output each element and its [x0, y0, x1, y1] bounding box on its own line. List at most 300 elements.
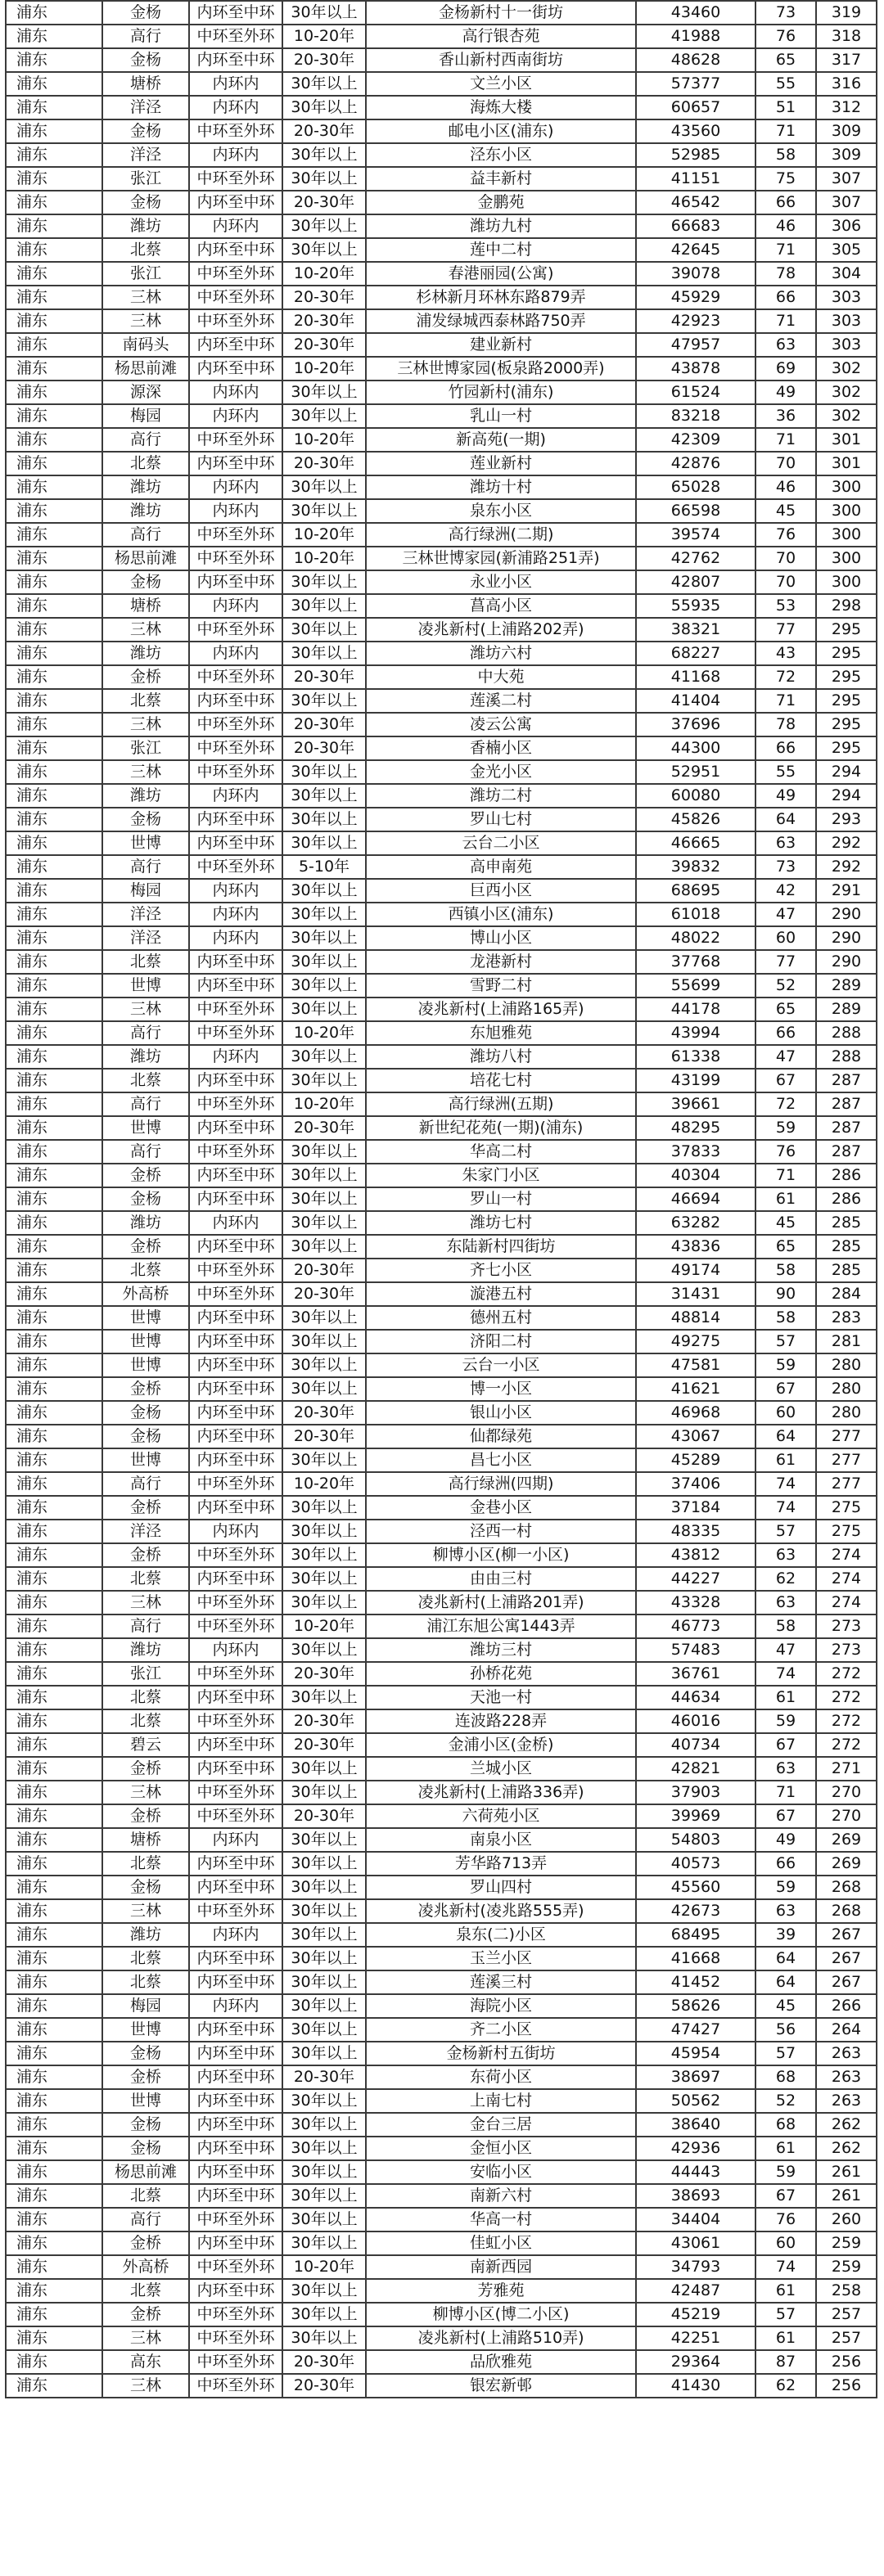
community-cell: 金巷小区 — [366, 1496, 636, 1520]
age-cell: 30年以上 — [282, 143, 366, 167]
table-row — [6, 1187, 877, 1211]
community-cell: 菖高小区 — [366, 594, 636, 618]
ring-cell: 内环至中环 — [189, 1496, 282, 1520]
age-cell: 10-20年 — [282, 1615, 366, 1638]
district-cell: 浦东 — [6, 1591, 102, 1615]
district-cell: 浦东 — [6, 2303, 102, 2326]
price-cell: 31431 — [636, 1282, 755, 1306]
area-cell: 三林 — [102, 760, 189, 784]
value-cell: 272 — [816, 1662, 877, 1686]
area-cell: 金杨 — [102, 1, 189, 25]
price-cell: 44227 — [636, 1567, 755, 1591]
district-cell: 浦东 — [6, 2184, 102, 2208]
ring-cell: 内环至中环 — [189, 333, 282, 357]
age-cell: 30年以上 — [282, 1140, 366, 1164]
value-cell: 316 — [816, 72, 877, 96]
value-cell: 288 — [816, 1045, 877, 1069]
value-cell: 300 — [816, 570, 877, 594]
area-cell: 世博 — [102, 1116, 189, 1140]
district-cell: 浦东 — [6, 1377, 102, 1401]
ratio-cell: 66 — [755, 1852, 816, 1876]
age-cell: 10-20年 — [282, 262, 366, 286]
value-cell: 273 — [816, 1615, 877, 1638]
ratio-cell: 49 — [755, 784, 816, 808]
area-cell: 张江 — [102, 1662, 189, 1686]
value-cell: 289 — [816, 998, 877, 1021]
ring-cell: 内环至中环 — [189, 48, 282, 72]
area-cell: 北蔡 — [102, 452, 189, 475]
ring-cell: 内环至中环 — [189, 950, 282, 974]
district-cell: 浦东 — [6, 428, 102, 452]
price-cell: 37833 — [636, 1140, 755, 1164]
price-cell: 40304 — [636, 1164, 755, 1187]
area-cell: 潍坊 — [102, 1638, 189, 1662]
area-cell: 北蔡 — [102, 1567, 189, 1591]
age-cell: 20-30年 — [282, 2350, 366, 2374]
price-cell: 44300 — [636, 736, 755, 760]
area-cell: 高行 — [102, 1092, 189, 1116]
community-cell: 华高二村 — [366, 1140, 636, 1164]
ring-cell: 中环至外环 — [189, 309, 282, 333]
value-cell: 302 — [816, 381, 877, 404]
age-cell: 30年以上 — [282, 642, 366, 665]
district-cell: 浦东 — [6, 926, 102, 950]
value-cell: 285 — [816, 1259, 877, 1282]
area-cell: 高行 — [102, 1140, 189, 1164]
community-cell: 华高一村 — [366, 2208, 636, 2231]
age-cell: 30年以上 — [282, 1520, 366, 1543]
area-cell: 金桥 — [102, 2231, 189, 2255]
value-cell: 280 — [816, 1377, 877, 1401]
ring-cell: 中环至外环 — [189, 1804, 282, 1828]
district-cell: 浦东 — [6, 1757, 102, 1781]
community-cell: 中大苑 — [366, 665, 636, 689]
district-cell: 浦东 — [6, 784, 102, 808]
community-cell: 济阳二村 — [366, 1330, 636, 1353]
ring-cell: 内环内 — [189, 404, 282, 428]
price-cell: 39661 — [636, 1092, 755, 1116]
price-cell: 48335 — [636, 1520, 755, 1543]
district-cell: 浦东 — [6, 357, 102, 381]
price-cell: 45219 — [636, 2303, 755, 2326]
value-cell: 259 — [816, 2231, 877, 2255]
ring-cell: 中环至外环 — [189, 1472, 282, 1496]
community-cell: 金浦小区(金桥) — [366, 1733, 636, 1757]
district-cell: 浦东 — [6, 1401, 102, 1425]
ring-cell: 内环至中环 — [189, 1069, 282, 1092]
table-row — [6, 1567, 877, 1591]
community-cell: 玉兰小区 — [366, 1947, 636, 1970]
district-cell: 浦东 — [6, 1116, 102, 1140]
age-cell: 20-30年 — [282, 1282, 366, 1306]
value-cell: 262 — [816, 2113, 877, 2137]
ratio-cell: 73 — [755, 1, 816, 25]
area-cell: 金杨 — [102, 570, 189, 594]
ring-cell: 中环至外环 — [189, 262, 282, 286]
district-cell: 浦东 — [6, 2374, 102, 2398]
value-cell: 295 — [816, 642, 877, 665]
community-cell: 泾西一村 — [366, 1520, 636, 1543]
ring-cell: 中环至外环 — [189, 167, 282, 191]
area-cell: 金桥 — [102, 1757, 189, 1781]
table-row — [6, 1045, 877, 1069]
ring-cell: 内环至中环 — [189, 1, 282, 25]
table-row — [6, 1353, 877, 1377]
community-cell: 仙都绿苑 — [366, 1425, 636, 1448]
district-cell: 浦东 — [6, 1709, 102, 1733]
value-cell: 312 — [816, 96, 877, 119]
table-row — [6, 167, 877, 191]
district-cell: 浦东 — [6, 2137, 102, 2160]
district-cell: 浦东 — [6, 689, 102, 713]
age-cell: 30年以上 — [282, 381, 366, 404]
area-cell: 三林 — [102, 1781, 189, 1804]
value-cell: 271 — [816, 1757, 877, 1781]
community-cell: 浦发绿城西泰林路750弄 — [366, 309, 636, 333]
price-cell: 37903 — [636, 1781, 755, 1804]
community-cell: 高申南苑 — [366, 855, 636, 879]
ring-cell: 内环内 — [189, 499, 282, 523]
age-cell: 30年以上 — [282, 784, 366, 808]
table-row — [6, 1804, 877, 1828]
age-cell: 30年以上 — [282, 1591, 366, 1615]
ring-cell: 内环至中环 — [189, 238, 282, 262]
ratio-cell: 66 — [755, 1021, 816, 1045]
price-cell: 46665 — [636, 831, 755, 855]
value-cell: 290 — [816, 926, 877, 950]
age-cell: 20-30年 — [282, 665, 366, 689]
area-cell: 高行 — [102, 855, 189, 879]
area-cell: 梅园 — [102, 404, 189, 428]
price-cell: 55935 — [636, 594, 755, 618]
community-cell: 东荷小区 — [366, 2065, 636, 2089]
price-cell: 48628 — [636, 48, 755, 72]
price-cell: 40734 — [636, 1733, 755, 1757]
value-cell: 286 — [816, 1164, 877, 1187]
district-cell: 浦东 — [6, 1472, 102, 1496]
community-cell: 凌兆新村(上浦路202弄) — [366, 618, 636, 642]
table-row — [6, 2374, 877, 2398]
table-row — [6, 950, 877, 974]
ratio-cell: 61 — [755, 1187, 816, 1211]
ring-cell: 内环至中环 — [189, 191, 282, 214]
district-cell: 浦东 — [6, 642, 102, 665]
district-cell: 浦东 — [6, 404, 102, 428]
price-cell: 68495 — [636, 1923, 755, 1947]
table-row — [6, 665, 877, 689]
ring-cell: 内环内 — [189, 1520, 282, 1543]
ring-cell: 内环内 — [189, 475, 282, 499]
table-row — [6, 1970, 877, 1994]
table-row — [6, 262, 877, 286]
price-cell: 68695 — [636, 879, 755, 903]
value-cell: 256 — [816, 2374, 877, 2398]
ratio-cell: 49 — [755, 1828, 816, 1852]
price-cell: 66598 — [636, 499, 755, 523]
ratio-cell: 49 — [755, 381, 816, 404]
table-row — [6, 570, 877, 594]
ring-cell: 中环至外环 — [189, 25, 282, 48]
age-cell: 30年以上 — [282, 1377, 366, 1401]
ratio-cell: 67 — [755, 1377, 816, 1401]
area-cell: 杨思前滩 — [102, 547, 189, 570]
ratio-cell: 67 — [755, 1069, 816, 1092]
age-cell: 30年以上 — [282, 1757, 366, 1781]
area-cell: 北蔡 — [102, 1686, 189, 1709]
age-cell: 30年以上 — [282, 1306, 366, 1330]
community-cell: 连波路228弄 — [366, 1709, 636, 1733]
community-cell: 潍坊八村 — [366, 1045, 636, 1069]
ratio-cell: 76 — [755, 523, 816, 547]
ratio-cell: 45 — [755, 1211, 816, 1235]
area-cell: 世博 — [102, 2089, 189, 2113]
community-cell: 罗山一村 — [366, 1187, 636, 1211]
ratio-cell: 46 — [755, 475, 816, 499]
district-cell: 浦东 — [6, 2255, 102, 2279]
ratio-cell: 64 — [755, 808, 816, 831]
area-cell: 三林 — [102, 1591, 189, 1615]
value-cell: 295 — [816, 736, 877, 760]
ring-cell: 内环至中环 — [189, 1353, 282, 1377]
price-cell: 42762 — [636, 547, 755, 570]
value-cell: 284 — [816, 1282, 877, 1306]
district-cell: 浦东 — [6, 1876, 102, 1899]
area-cell: 潍坊 — [102, 214, 189, 238]
age-cell: 30年以上 — [282, 998, 366, 1021]
community-cell: 罗山四村 — [366, 1876, 636, 1899]
price-cell: 46773 — [636, 1615, 755, 1638]
area-cell: 潍坊 — [102, 499, 189, 523]
ratio-cell: 70 — [755, 570, 816, 594]
community-cell: 潍坊十村 — [366, 475, 636, 499]
community-cell: 东旭雅苑 — [366, 1021, 636, 1045]
age-cell: 10-20年 — [282, 428, 366, 452]
age-cell: 30年以上 — [282, 2303, 366, 2326]
community-cell: 安临小区 — [366, 2160, 636, 2184]
price-cell: 39078 — [636, 262, 755, 286]
area-cell: 金桥 — [102, 1164, 189, 1187]
value-cell: 273 — [816, 1638, 877, 1662]
ratio-cell: 71 — [755, 428, 816, 452]
district-cell: 浦东 — [6, 96, 102, 119]
price-cell: 43460 — [636, 1, 755, 25]
district-cell: 浦东 — [6, 1615, 102, 1638]
district-cell: 浦东 — [6, 1804, 102, 1828]
community-cell: 云台一小区 — [366, 1353, 636, 1377]
value-cell: 263 — [816, 2042, 877, 2065]
community-cell: 德州五村 — [366, 1306, 636, 1330]
age-cell: 30年以上 — [282, 1970, 366, 1994]
price-cell: 34404 — [636, 2208, 755, 2231]
ring-cell: 中环至外环 — [189, 286, 282, 309]
area-cell: 高行 — [102, 2208, 189, 2231]
district-cell: 浦东 — [6, 1164, 102, 1187]
age-cell: 20-30年 — [282, 1259, 366, 1282]
ratio-cell: 71 — [755, 119, 816, 143]
ratio-cell: 74 — [755, 1662, 816, 1686]
value-cell: 293 — [816, 808, 877, 831]
area-cell: 洋泾 — [102, 926, 189, 950]
table-row — [6, 784, 877, 808]
area-cell: 金桥 — [102, 1496, 189, 1520]
age-cell: 30年以上 — [282, 2018, 366, 2042]
community-cell: 芳雅苑 — [366, 2279, 636, 2303]
district-cell: 浦东 — [6, 475, 102, 499]
age-cell: 20-30年 — [282, 191, 366, 214]
ratio-cell: 72 — [755, 665, 816, 689]
price-cell: 38640 — [636, 2113, 755, 2137]
price-cell: 44443 — [636, 2160, 755, 2184]
ratio-cell: 76 — [755, 25, 816, 48]
age-cell: 20-30年 — [282, 1425, 366, 1448]
ring-cell: 内环至中环 — [189, 1733, 282, 1757]
age-cell: 30年以上 — [282, 2279, 366, 2303]
value-cell: 309 — [816, 119, 877, 143]
ratio-cell: 36 — [755, 404, 816, 428]
ring-cell: 内环至中环 — [189, 2137, 282, 2160]
ring-cell: 内环内 — [189, 214, 282, 238]
age-cell: 30年以上 — [282, 618, 366, 642]
age-cell: 10-20年 — [282, 547, 366, 570]
price-cell: 42807 — [636, 570, 755, 594]
community-cell: 凌兆新村(上浦路201弄) — [366, 1591, 636, 1615]
age-cell: 30年以上 — [282, 1923, 366, 1947]
value-cell: 287 — [816, 1116, 877, 1140]
area-cell: 张江 — [102, 262, 189, 286]
price-cell: 43836 — [636, 1235, 755, 1259]
area-cell: 梅园 — [102, 879, 189, 903]
ratio-cell: 60 — [755, 926, 816, 950]
age-cell: 30年以上 — [282, 2042, 366, 2065]
table-row — [6, 1947, 877, 1970]
ring-cell: 内环内 — [189, 1638, 282, 1662]
ratio-cell: 58 — [755, 143, 816, 167]
age-cell: 30年以上 — [282, 238, 366, 262]
age-cell: 20-30年 — [282, 452, 366, 475]
community-cell: 柳博小区(博二小区) — [366, 2303, 636, 2326]
price-cell: 37696 — [636, 713, 755, 736]
ring-cell: 内环至中环 — [189, 1401, 282, 1425]
ring-cell: 内环至中环 — [189, 1425, 282, 1448]
community-cell: 齐七小区 — [366, 1259, 636, 1282]
price-cell: 42309 — [636, 428, 755, 452]
area-cell: 北蔡 — [102, 1709, 189, 1733]
age-cell: 20-30年 — [282, 1804, 366, 1828]
area-cell: 世博 — [102, 1353, 189, 1377]
price-cell: 37768 — [636, 950, 755, 974]
value-cell: 300 — [816, 475, 877, 499]
value-cell: 261 — [816, 2160, 877, 2184]
price-cell: 43994 — [636, 1021, 755, 1045]
table-row — [6, 2326, 877, 2350]
value-cell: 289 — [816, 974, 877, 998]
value-cell: 274 — [816, 1567, 877, 1591]
value-cell: 274 — [816, 1591, 877, 1615]
community-cell: 南泉小区 — [366, 1828, 636, 1852]
area-cell: 潍坊 — [102, 642, 189, 665]
area-cell: 世博 — [102, 1306, 189, 1330]
area-cell: 三林 — [102, 286, 189, 309]
price-cell: 43199 — [636, 1069, 755, 1092]
district-cell: 浦东 — [6, 286, 102, 309]
community-cell: 西镇小区(浦东) — [366, 903, 636, 926]
value-cell: 301 — [816, 428, 877, 452]
table-row — [6, 1306, 877, 1330]
ring-cell: 内环内 — [189, 1045, 282, 1069]
ring-cell: 内环至中环 — [189, 2113, 282, 2137]
price-cell: 60657 — [636, 96, 755, 119]
district-cell: 浦东 — [6, 48, 102, 72]
area-cell: 金杨 — [102, 48, 189, 72]
area-cell: 北蔡 — [102, 2184, 189, 2208]
area-cell: 南码头 — [102, 333, 189, 357]
ring-cell: 内环至中环 — [189, 2018, 282, 2042]
age-cell: 20-30年 — [282, 736, 366, 760]
area-cell: 三林 — [102, 309, 189, 333]
ratio-cell: 78 — [755, 262, 816, 286]
district-cell: 浦东 — [6, 381, 102, 404]
ring-cell: 中环至外环 — [189, 1615, 282, 1638]
table-row — [6, 214, 877, 238]
district-cell: 浦东 — [6, 238, 102, 262]
ratio-cell: 87 — [755, 2350, 816, 2374]
ratio-cell: 45 — [755, 1994, 816, 2018]
value-cell: 263 — [816, 2089, 877, 2113]
ring-cell: 中环至外环 — [189, 2303, 282, 2326]
ratio-cell: 68 — [755, 2065, 816, 2089]
district-cell: 浦东 — [6, 618, 102, 642]
ratio-cell: 58 — [755, 1306, 816, 1330]
district-cell: 浦东 — [6, 974, 102, 998]
ring-cell: 中环至外环 — [189, 760, 282, 784]
value-cell: 294 — [816, 784, 877, 808]
value-cell: 287 — [816, 1069, 877, 1092]
value-cell: 290 — [816, 950, 877, 974]
ring-cell: 中环至外环 — [189, 736, 282, 760]
table-row — [6, 238, 877, 262]
ratio-cell: 60 — [755, 2231, 816, 2255]
price-cell: 42673 — [636, 1899, 755, 1923]
price-cell: 42821 — [636, 1757, 755, 1781]
ring-cell: 内环至中环 — [189, 1686, 282, 1709]
table-row — [6, 1615, 877, 1638]
age-cell: 5-10年 — [282, 855, 366, 879]
area-cell: 潍坊 — [102, 475, 189, 499]
value-cell: 295 — [816, 713, 877, 736]
age-cell: 20-30年 — [282, 309, 366, 333]
price-cell: 47957 — [636, 333, 755, 357]
table-row — [6, 309, 877, 333]
district-cell: 浦东 — [6, 1994, 102, 2018]
table-row — [6, 381, 877, 404]
age-cell: 30年以上 — [282, 1448, 366, 1472]
table-row — [6, 96, 877, 119]
table-row — [6, 1425, 877, 1448]
area-cell: 洋泾 — [102, 143, 189, 167]
age-cell: 30年以上 — [282, 2208, 366, 2231]
table-row — [6, 1, 877, 25]
price-cell: 49275 — [636, 1330, 755, 1353]
price-cell: 48814 — [636, 1306, 755, 1330]
community-cell: 浦江东旭公寓1443弄 — [366, 1615, 636, 1638]
area-cell: 北蔡 — [102, 2279, 189, 2303]
price-cell: 50562 — [636, 2089, 755, 2113]
value-cell: 294 — [816, 760, 877, 784]
value-cell: 275 — [816, 1520, 877, 1543]
ring-cell: 内环内 — [189, 1994, 282, 2018]
district-cell: 浦东 — [6, 2231, 102, 2255]
ring-cell: 内环至中环 — [189, 1187, 282, 1211]
